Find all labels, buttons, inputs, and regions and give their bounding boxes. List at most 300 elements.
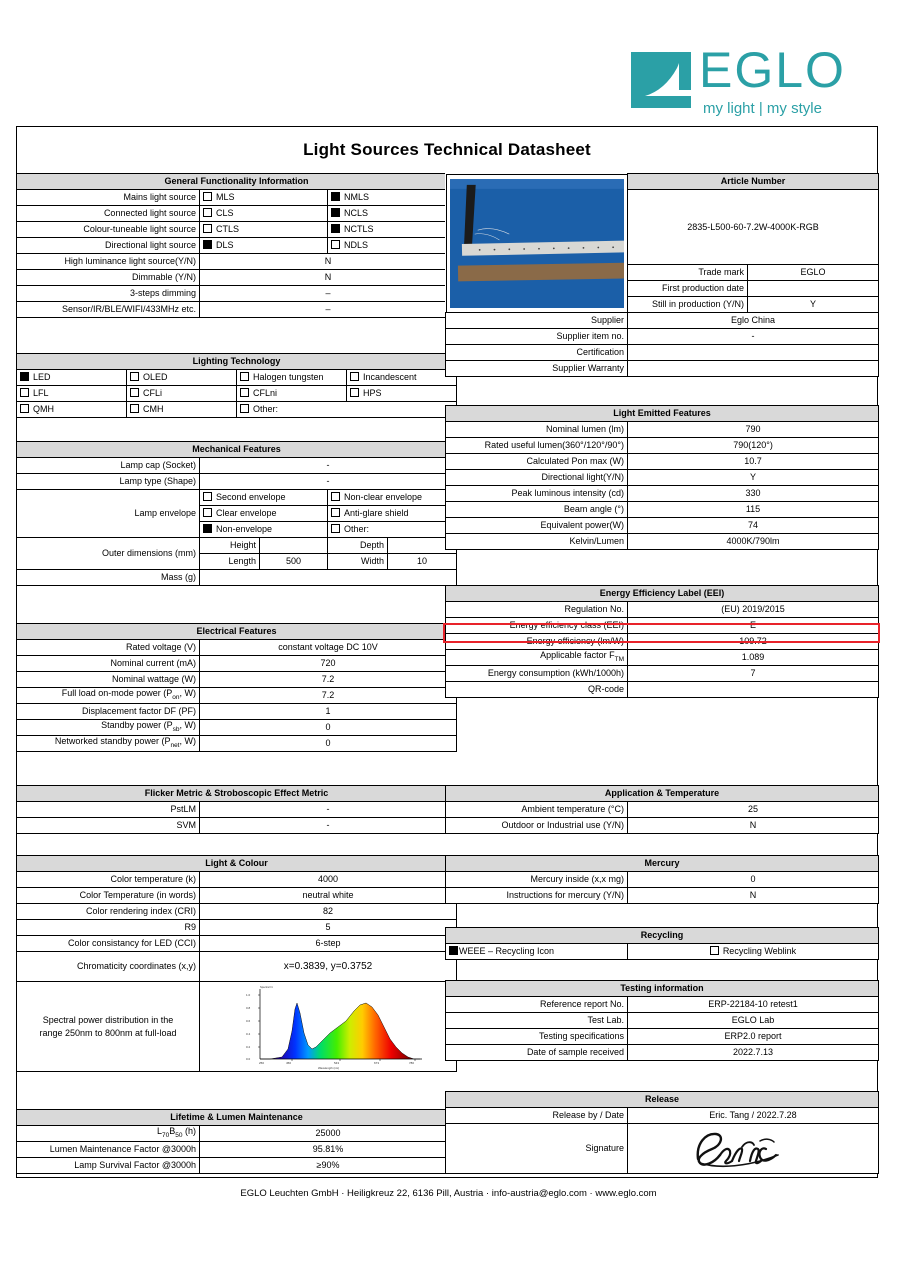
- table-row: [446, 502, 879, 518]
- qr-code-label: QR-code: [446, 682, 628, 698]
- row-label: Color consistancy for LED (CCI): [17, 936, 200, 952]
- table-row: [17, 736, 457, 752]
- table-mercury: [445, 855, 879, 904]
- table-recycling: [445, 927, 879, 960]
- row-label: Regulation No.: [446, 602, 628, 618]
- checkbox-cell[interactable]: [237, 386, 347, 402]
- row-value: Y: [748, 297, 879, 313]
- signature-label: Signature: [446, 1124, 628, 1174]
- row-label-text: Standby power (P: [101, 720, 173, 731]
- spd-chart-cell: [200, 982, 457, 1072]
- row-value: 82: [200, 904, 457, 920]
- checkbox-label: OLED: [143, 372, 168, 382]
- checkbox-cell[interactable]: [127, 386, 237, 402]
- checkbox-cell[interactable]: [200, 206, 328, 222]
- section-header: Release: [446, 1092, 879, 1108]
- checkbox-label: CTLS: [216, 224, 240, 234]
- eei-class-value: E: [628, 618, 879, 634]
- row-label: Supplier item no.: [446, 329, 628, 345]
- table-row: [446, 650, 879, 666]
- row-label-tail: , W): [179, 720, 196, 731]
- table-electrical-features: [16, 623, 457, 752]
- table-row: [446, 944, 879, 960]
- row-label: Release by / Date: [446, 1108, 628, 1124]
- checkbox-label: NMLS: [344, 192, 370, 202]
- svg-text:Spectral Irr.: Spectral Irr.: [260, 985, 274, 989]
- row-label-text: Networked standby power (P: [54, 736, 171, 747]
- row-label: Mass (g): [17, 570, 200, 586]
- checkbox-halogen-tungsten-icon[interactable]: [240, 372, 249, 381]
- table-row: [446, 518, 879, 534]
- row-value: ERP-22184-10 retest1: [628, 997, 879, 1013]
- table-row: [446, 888, 879, 904]
- row-value: (EU) 2019/2015: [628, 602, 879, 618]
- checkbox-non-envelope-icon[interactable]: [203, 524, 212, 533]
- svg-text:0.0: 0.0: [246, 1056, 251, 1061]
- row-label: Directional light(Y/N): [446, 470, 628, 486]
- row-label: Energy efficiency (lm/W): [446, 634, 628, 650]
- table-row: [446, 1045, 879, 1061]
- row-value: 74: [628, 518, 879, 534]
- row-label-tail: , W): [179, 688, 196, 699]
- table-row: [17, 818, 457, 834]
- section-header: Mercury: [446, 856, 879, 872]
- section-header: General Functionality Information: [17, 174, 457, 190]
- table-row: [446, 313, 879, 329]
- table-general-functionality: [16, 173, 457, 318]
- eglo-logo-mark: [627, 46, 695, 114]
- row-value: N: [628, 818, 879, 834]
- row-label: PstLM: [17, 802, 200, 818]
- checkbox-hps-icon[interactable]: [350, 388, 359, 397]
- row-label: Colour-tuneable light source: [17, 222, 200, 238]
- row-value: 7: [628, 666, 879, 682]
- row-label-tail: , W): [179, 736, 196, 747]
- row-label: Equivalent power(W): [446, 518, 628, 534]
- row-label: Lumen Maintenance Factor @3000h: [17, 1142, 200, 1158]
- checkbox-label: DLS: [216, 240, 234, 250]
- checkbox-cell[interactable]: [328, 490, 457, 506]
- checkbox-label: Halogen tungsten: [253, 372, 324, 382]
- row-label: Rated useful lumen(360°/120°/90°): [446, 438, 628, 454]
- table-row: [17, 720, 457, 736]
- table-row: [17, 672, 457, 688]
- row-label-sub: sb: [172, 725, 180, 733]
- checkbox-cell[interactable]: [237, 370, 347, 386]
- table-row: [446, 1013, 879, 1029]
- row-label: Nominal lumen (lm): [446, 422, 628, 438]
- footer-text: EGLO Leuchten GmbH · Heiligkreuz 22, 6136 Pill, Austria · info-austria@eglo.com · www.eglo.com: [240, 1188, 657, 1199]
- eglo-logo-tagline: my light | my style: [703, 100, 822, 117]
- checkbox-label: Non-envelope: [216, 524, 273, 534]
- row-value: [628, 345, 879, 361]
- article-number-value: 2835-L500-60-7.2W-4000K-RGB: [628, 190, 879, 265]
- row-value: ERP2.0 report: [628, 1029, 879, 1045]
- checkbox-cell[interactable]: [127, 402, 237, 418]
- table-light-emitted-features: [445, 405, 879, 550]
- row-label: Outer dimensions (mm): [17, 538, 200, 570]
- checkbox-label: WEEE – Recycling Icon: [459, 946, 555, 956]
- table-row: [17, 570, 457, 586]
- row-value: 0: [200, 736, 457, 752]
- checkbox-label: Second envelope: [216, 492, 286, 502]
- section-header: Article Number: [628, 174, 879, 190]
- section-header: Energy Efficiency Label (EEI): [446, 586, 879, 602]
- section-header: Light & Colour: [17, 856, 457, 872]
- row-label: High luminance light source(Y/N): [17, 254, 200, 270]
- checkbox-nmls-icon[interactable]: [331, 192, 340, 201]
- svg-text:250: 250: [259, 1060, 265, 1065]
- row-value: 720: [200, 656, 457, 672]
- checkbox-label: CMH: [143, 404, 164, 414]
- spectral-power-distribution-chart: [230, 983, 426, 1071]
- row-value: –: [200, 302, 457, 318]
- row-label: Outdoor or Industrial use (Y/N): [446, 818, 628, 834]
- row-label: Lamp type (Shape): [17, 474, 200, 490]
- row-label: Nominal current (mA): [17, 656, 200, 672]
- table-row: [446, 438, 879, 454]
- row-label: Directional light source: [17, 238, 200, 254]
- table-row: [446, 1124, 879, 1174]
- row-label: Color Temperature (in words): [17, 888, 200, 904]
- dimension-label-width: Width: [328, 554, 388, 570]
- checkbox-cell[interactable]: [628, 944, 879, 960]
- table-row: [17, 302, 457, 318]
- table-row: [17, 538, 457, 554]
- table-row: [17, 802, 457, 818]
- row-value: 1.089: [628, 650, 879, 666]
- row-label: Peak luminous intensity (cd): [446, 486, 628, 502]
- row-value: N: [200, 254, 457, 270]
- table-row: [17, 640, 457, 656]
- eei-class-label: Energy efficiency class (EEI): [446, 618, 628, 634]
- row-label: 3-steps dimming: [17, 286, 200, 302]
- checkbox-cell[interactable]: [200, 506, 328, 522]
- checkbox-cell[interactable]: [200, 222, 328, 238]
- checkbox-label: MLS: [216, 192, 235, 202]
- checkbox-nctls-icon[interactable]: [331, 224, 340, 233]
- checkbox-cls-icon[interactable]: [203, 208, 212, 217]
- checkbox-cfli-icon[interactable]: [130, 388, 139, 397]
- table-light-and-colour: [16, 855, 457, 1072]
- table-testing-information: [445, 980, 879, 1061]
- section-header: Lighting Technology: [17, 354, 457, 370]
- checkbox-label: Clear envelope: [216, 508, 277, 518]
- table-row: [17, 888, 457, 904]
- checkbox-cell[interactable]: [200, 190, 328, 206]
- row-value: [628, 361, 879, 377]
- checkbox-cell[interactable]: [200, 238, 328, 254]
- table-row: [17, 286, 457, 302]
- checkbox-label: Recycling Weblink: [722, 946, 797, 956]
- checkbox-envelope-other-icon[interactable]: [331, 524, 340, 533]
- row-label: First production date: [628, 281, 748, 297]
- row-label: Testing specifications: [446, 1029, 628, 1045]
- row-label: Kelvin/Lumen: [446, 534, 628, 550]
- row-value: 330: [628, 486, 879, 502]
- checkbox-label: CLS: [216, 208, 234, 218]
- table-row: [446, 997, 879, 1013]
- checkbox-ndls-icon[interactable]: [331, 240, 340, 249]
- row-label: Dimmable (Y/N): [17, 270, 200, 286]
- row-value: ≥90%: [200, 1158, 457, 1174]
- checkbox-cmh-icon[interactable]: [130, 404, 139, 413]
- checkbox-cell[interactable]: [200, 490, 328, 506]
- dimension-label-height: Height: [200, 538, 260, 554]
- spd-label-line2: range 250nm to 800nm at full-load: [39, 1027, 177, 1038]
- product-photo-image: [450, 179, 624, 308]
- checkbox-mls-icon[interactable]: [203, 192, 212, 201]
- checkbox-cell[interactable]: [17, 370, 127, 386]
- table-row: [17, 402, 457, 418]
- row-value: Y: [628, 470, 879, 486]
- row-label: Instructions for mercury (Y/N): [446, 888, 628, 904]
- row-label: [446, 650, 628, 666]
- row-value: 25: [628, 802, 879, 818]
- table-row: [446, 470, 879, 486]
- dimension-label-length: Length: [200, 554, 260, 570]
- table-row: [446, 802, 879, 818]
- checkbox-cell[interactable]: [446, 944, 628, 960]
- row-label: [17, 688, 200, 704]
- row-value: 0: [200, 720, 457, 736]
- row-label: [17, 720, 200, 736]
- checkbox-dls-icon[interactable]: [203, 240, 212, 249]
- signature-cell: [628, 1124, 879, 1174]
- row-value: 4000K/790lm: [628, 534, 879, 550]
- section-header: Lifetime & Lumen Maintenance: [17, 1110, 457, 1126]
- checkbox-label: HPS: [363, 388, 382, 398]
- table-energy-efficiency-label: [445, 585, 879, 698]
- table-row: [17, 490, 457, 506]
- checkbox-ctls-icon[interactable]: [203, 224, 212, 233]
- product-photo: [446, 174, 628, 313]
- qr-code-value: [628, 682, 879, 698]
- row-label: Ambient temperature (°C): [446, 802, 628, 818]
- row-value: 4000: [200, 872, 457, 888]
- signature-image: [658, 1125, 848, 1173]
- svg-text:450: 450: [286, 1060, 292, 1065]
- table-row: [446, 872, 879, 888]
- row-value: -: [628, 329, 879, 345]
- row-value: 6-step: [200, 936, 457, 952]
- row-value: -: [200, 818, 457, 834]
- row-label: Date of sample received: [446, 1045, 628, 1061]
- svg-text:0.8: 0.8: [246, 1005, 251, 1010]
- row-value: -: [200, 802, 457, 818]
- checkbox-ncls-icon[interactable]: [331, 208, 340, 217]
- eglo-logo-text: EGLO: [699, 42, 846, 98]
- checkbox-cell[interactable]: [328, 222, 457, 238]
- checkbox-second-envelope-icon[interactable]: [203, 492, 212, 501]
- row-label: Color temperature (k): [17, 872, 200, 888]
- checkbox-qmh-icon[interactable]: [20, 404, 29, 413]
- checkbox-label: LFL: [33, 388, 49, 398]
- checkbox-label: CFLni: [253, 388, 278, 398]
- checkbox-cell[interactable]: [200, 522, 328, 538]
- row-value: x=0.3839, y=0.3752: [200, 952, 457, 982]
- checkbox-cflni-icon[interactable]: [240, 388, 249, 397]
- table-row: [446, 1108, 879, 1124]
- row-label: Reference report No.: [446, 997, 628, 1013]
- row-value: 0: [628, 872, 879, 888]
- checkbox-led-icon[interactable]: [20, 372, 29, 381]
- checkbox-lfl-icon[interactable]: [20, 388, 29, 397]
- svg-text:Wavelength (nm): Wavelength (nm): [318, 1065, 340, 1070]
- checkbox-other-icon[interactable]: [240, 404, 249, 413]
- checkbox-cell[interactable]: [328, 522, 457, 538]
- row-label-text: Full load on-mode power (P: [61, 688, 173, 699]
- checkbox-cell[interactable]: [328, 238, 457, 254]
- svg-text:0.4: 0.4: [246, 1031, 251, 1036]
- row-value: N: [200, 270, 457, 286]
- table-row: [17, 904, 457, 920]
- table-row: [446, 422, 879, 438]
- checkbox-label: NDLS: [344, 240, 369, 250]
- checkbox-label: CFLi: [143, 388, 163, 398]
- svg-text:0.2: 0.2: [246, 1044, 251, 1049]
- checkbox-cell[interactable]: [17, 386, 127, 402]
- row-label-sub: net: [170, 741, 180, 749]
- table-row: [446, 602, 879, 618]
- dimension-value-height: [260, 538, 328, 554]
- table-row: [446, 361, 879, 377]
- row-value: 25000: [200, 1126, 457, 1142]
- table-flicker-metric: [16, 785, 457, 834]
- row-label: Lamp envelope: [17, 490, 200, 538]
- row-label-sub: on: [172, 693, 180, 701]
- row-value: 95.81%: [200, 1142, 457, 1158]
- row-label: Connected light source: [17, 206, 200, 222]
- row-label-sub: TM: [614, 655, 624, 663]
- checkbox-incandescent-icon[interactable]: [350, 372, 359, 381]
- checkbox-cell[interactable]: [328, 206, 457, 222]
- row-label: R9: [17, 920, 200, 936]
- row-label: Trade mark: [628, 265, 748, 281]
- svg-text:1.0: 1.0: [246, 992, 251, 997]
- row-label: Beam angle (°): [446, 502, 628, 518]
- table-row: [17, 920, 457, 936]
- svg-text:0.6: 0.6: [246, 1018, 251, 1023]
- row-label: Test Lab.: [446, 1013, 628, 1029]
- checkbox-label: Incandescent: [363, 372, 417, 382]
- table-row: [17, 370, 457, 386]
- table-release: [445, 1091, 879, 1174]
- table-row: [17, 386, 457, 402]
- checkbox-weee-icon[interactable]: [449, 946, 458, 955]
- svg-text:543: 543: [334, 1060, 340, 1065]
- table-application-temperature: [445, 785, 879, 834]
- checkbox-anti-glare-shield-icon[interactable]: [331, 508, 340, 517]
- row-value: Eglo China: [628, 313, 879, 329]
- row-value: -: [200, 458, 457, 474]
- table-lighting-technology: [16, 353, 457, 418]
- row-label: $L_{70}B_{50}$ (h): [17, 1126, 200, 1142]
- row-value: Eric. Tang / 2022.7.28: [628, 1108, 879, 1124]
- section-header: Mechanical Features: [17, 442, 457, 458]
- checkbox-recycling-weblink-icon[interactable]: [710, 946, 719, 955]
- row-value: EGLO Lab: [628, 1013, 879, 1029]
- row-value: 790: [628, 422, 879, 438]
- spd-row-label: [17, 982, 200, 1072]
- row-value: -: [200, 474, 457, 490]
- table-row: [17, 474, 457, 490]
- svg-text:673: 673: [374, 1060, 380, 1065]
- checkbox-cell[interactable]: [17, 402, 127, 418]
- table-row: [17, 222, 457, 238]
- dimension-label-depth: Depth: [328, 538, 388, 554]
- checkbox-cell[interactable]: [127, 370, 237, 386]
- row-label: Rated voltage (V): [17, 640, 200, 656]
- table-row: [17, 270, 457, 286]
- table-row: [446, 634, 879, 650]
- checkbox-cell[interactable]: [328, 190, 457, 206]
- section-header: Recycling: [446, 928, 879, 944]
- section-header: Electrical Features: [17, 624, 457, 640]
- row-value: 790(120°): [628, 438, 879, 454]
- table-lifetime-lumen-maintenance: [16, 1109, 457, 1174]
- row-label: Energy consumption (kWh/1000h): [446, 666, 628, 682]
- row-label-text: Applicable factor F: [540, 650, 615, 661]
- row-value: 109.72: [628, 634, 879, 650]
- checkbox-label: LED: [33, 372, 51, 382]
- row-value: 115: [628, 502, 879, 518]
- row-label: Supplier Warranty: [446, 361, 628, 377]
- row-value: 1: [200, 704, 457, 720]
- row-label: Color rendering index (CRI): [17, 904, 200, 920]
- row-label: Chromaticity coordinates (x,y): [17, 952, 200, 982]
- section-header: Application & Temperature: [446, 786, 879, 802]
- checkbox-label: NCLS: [344, 208, 369, 218]
- table-row: [17, 656, 457, 672]
- checkbox-label: NCTLS: [344, 224, 374, 234]
- row-label: Mains light source: [17, 190, 200, 206]
- dimension-value-length: 500: [260, 554, 328, 570]
- table-row: [446, 486, 879, 502]
- row-label: Displacement factor DF (PF): [17, 704, 200, 720]
- row-label: Lamp Survival Factor @3000h: [17, 1158, 200, 1174]
- page-title: Light Sources Technical Datasheet: [303, 140, 591, 159]
- table-row: [446, 818, 879, 834]
- row-label: SVM: [17, 818, 200, 834]
- checkbox-cell[interactable]: [237, 402, 457, 418]
- row-value: EGLO: [748, 265, 879, 281]
- svg-text:780: 780: [409, 1060, 415, 1065]
- dimension-value-width: 10: [388, 554, 457, 570]
- checkbox-clear-envelope-icon[interactable]: [203, 508, 212, 517]
- table-row: [17, 952, 457, 982]
- checkbox-non-clear-envelope-icon[interactable]: [331, 492, 340, 501]
- table-row: [17, 872, 457, 888]
- table-row: [17, 458, 457, 474]
- checkbox-oled-icon[interactable]: [130, 372, 139, 381]
- checkbox-label: Other:: [253, 404, 279, 414]
- checkbox-label: Other:: [344, 524, 370, 534]
- checkbox-cell[interactable]: [328, 506, 457, 522]
- row-label: Lamp cap (Socket): [17, 458, 200, 474]
- row-value: –: [200, 286, 457, 302]
- row-value: constant voltage DC 10V: [200, 640, 457, 656]
- checkbox-cell[interactable]: [347, 370, 457, 386]
- checkbox-cell[interactable]: [347, 386, 457, 402]
- row-value: [748, 281, 879, 297]
- table-row: [446, 454, 879, 470]
- table-row: [17, 1158, 457, 1174]
- row-label: [17, 736, 200, 752]
- row-value: 7.2: [200, 688, 457, 704]
- table-row: [446, 329, 879, 345]
- row-label: Supplier: [446, 313, 628, 329]
